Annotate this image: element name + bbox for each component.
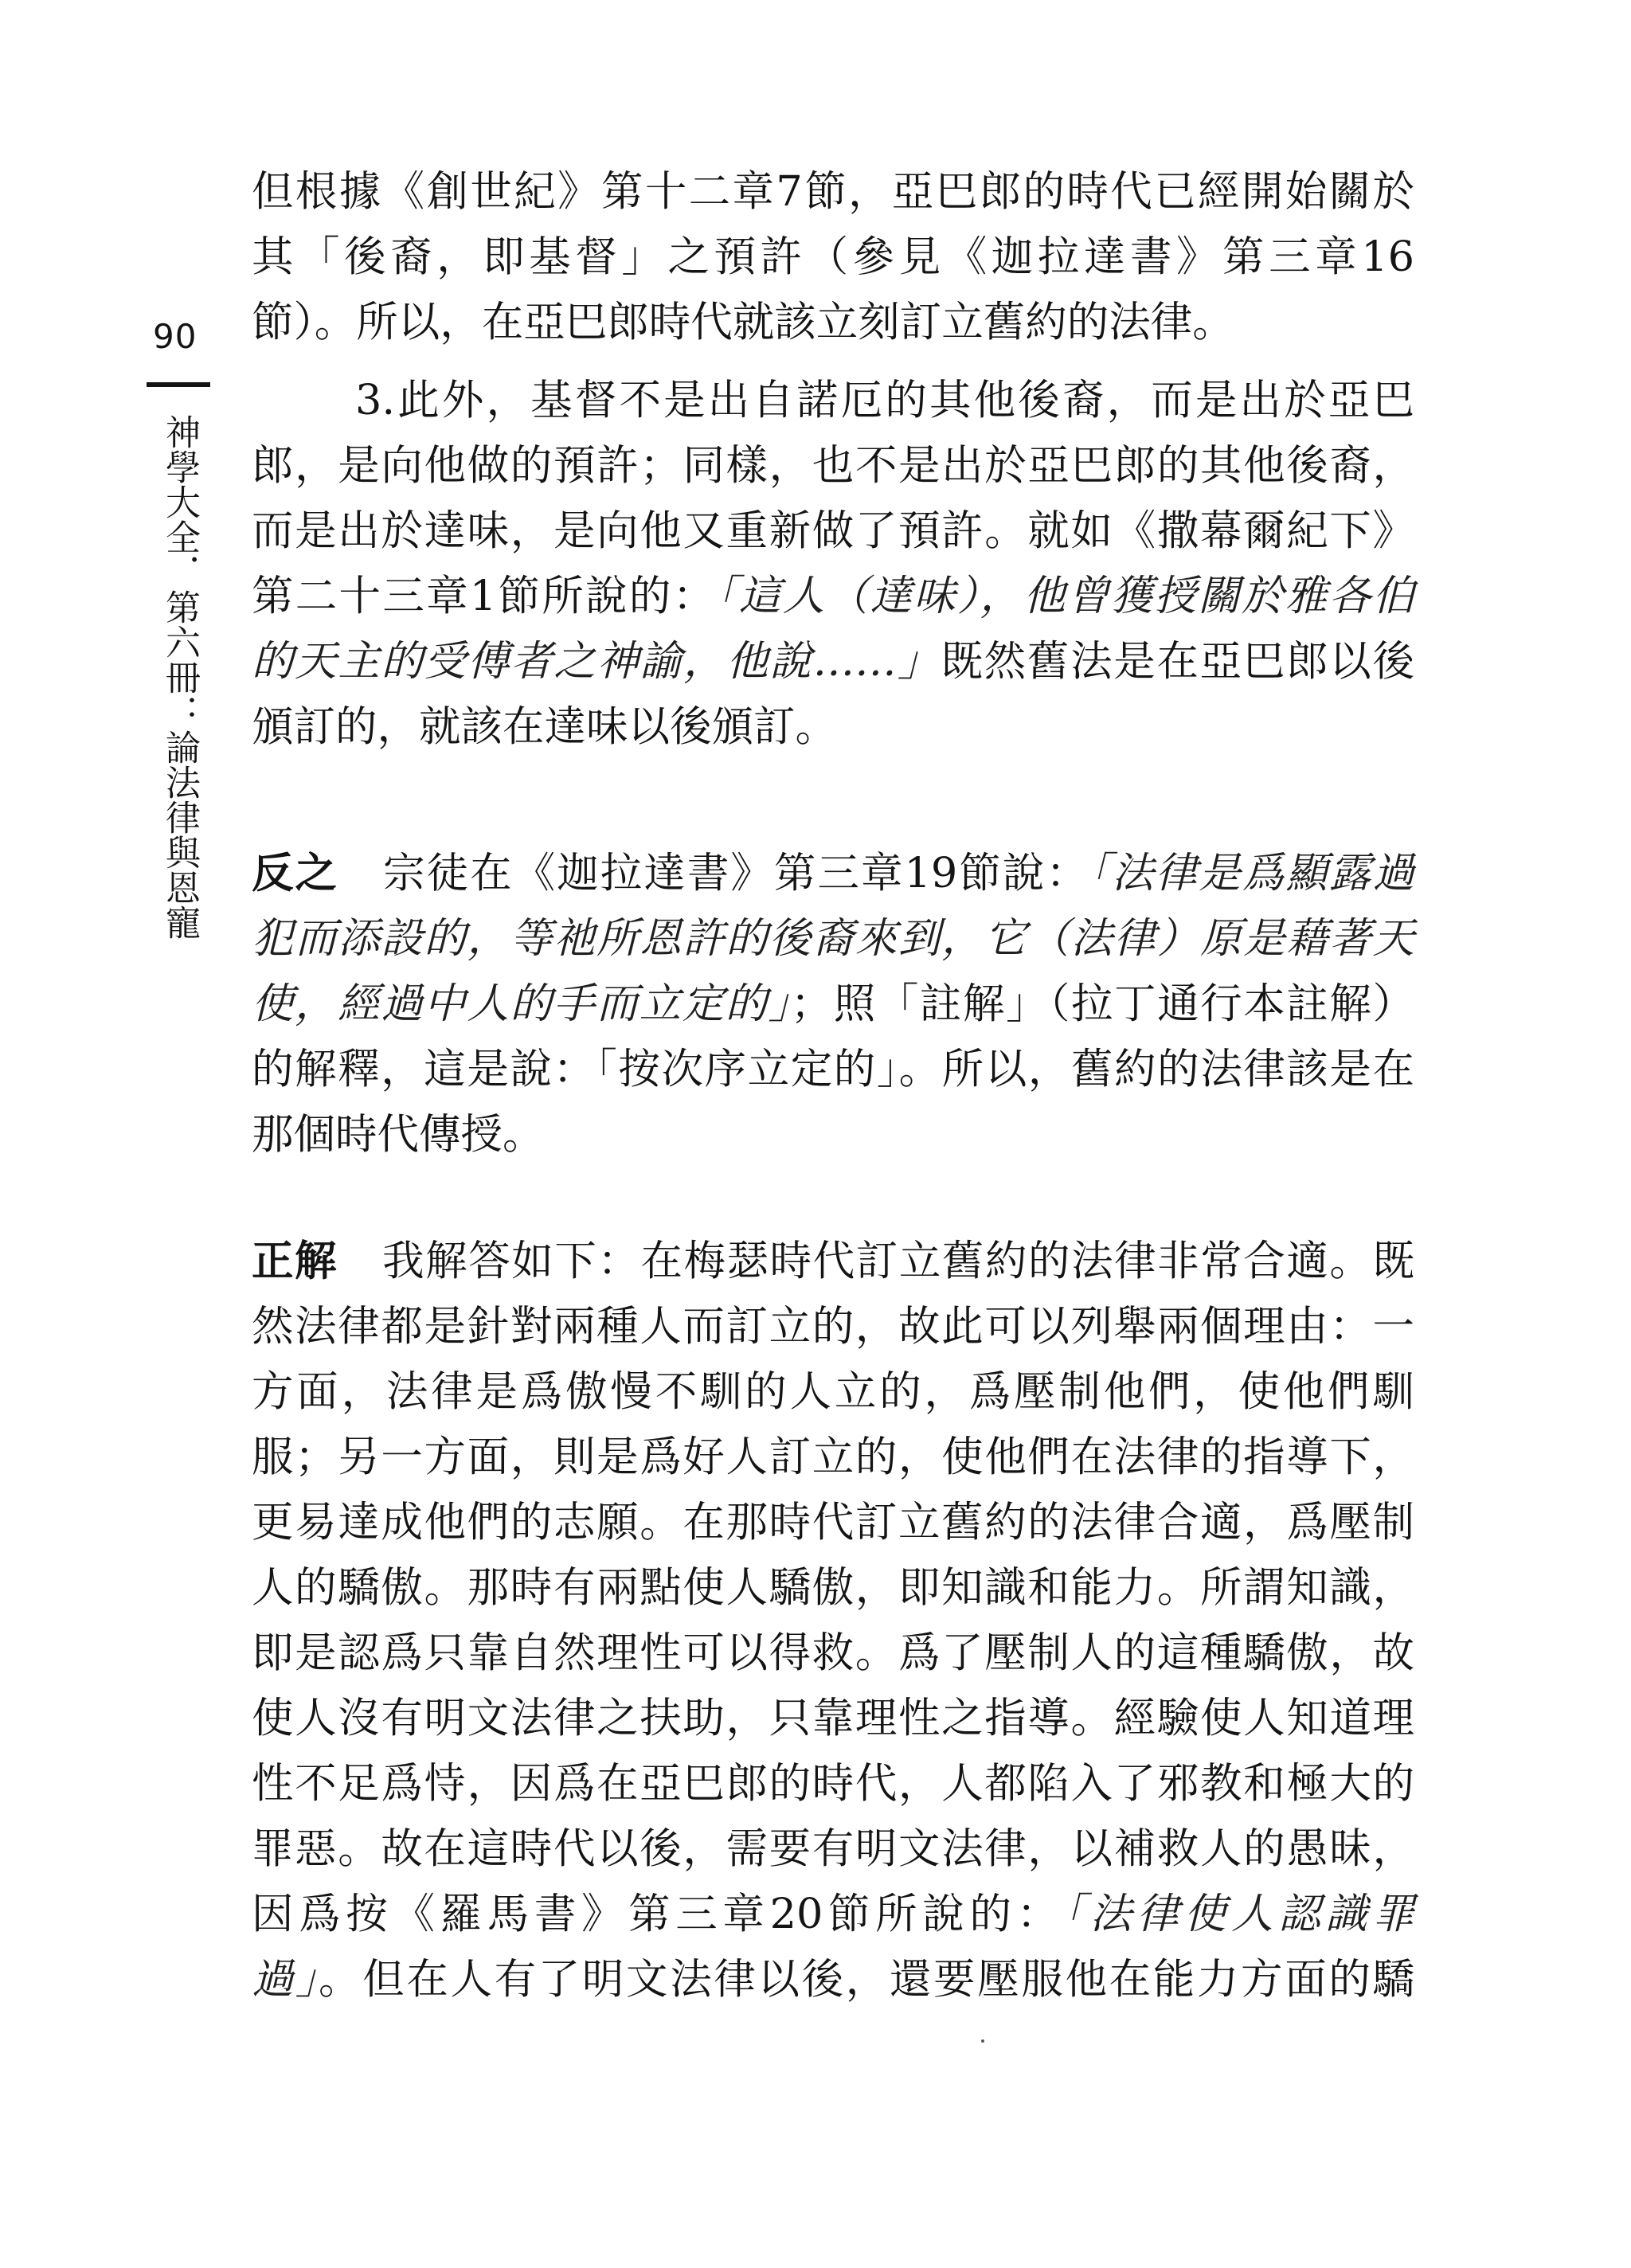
text-line: 然法律都是針對兩種人而訂立的，故此可以列舉兩個理由：一 [252, 1302, 1414, 1351]
text-line: 其「後裔，即基督」之預許（參見《迦拉達書》第三章16 [252, 233, 1414, 281]
scripture-quote: 過」 [252, 1955, 319, 2004]
margin-rule [147, 382, 210, 387]
text-line [252, 1947, 1414, 2012]
running-head: 神學大全．第六冊：論法律與恩寵 [159, 414, 200, 940]
text-line: 罪惡。故在這時代以後，需要有明文法律，以補救人的愚昧， [252, 1824, 1414, 1873]
scripture-quote-line: 犯而添設的，等祂所恩許的後裔來到，它（法律）原是藉著天 [252, 914, 1414, 963]
text-line: 而是出於達味，是向他又重新做了預許。就如《撒幕爾紀下》 [252, 506, 1414, 555]
text-line: 即是認爲只靠自然理性可以得救。爲了壓制人的這種驕傲，故 [252, 1629, 1414, 1677]
text-line: 服；另一方面，則是爲好人訂立的，使他們在法律的指導下， [252, 1433, 1414, 1481]
page-number: 90 [153, 317, 198, 356]
text-line [252, 841, 1414, 906]
text-line [252, 564, 1414, 629]
text-line [252, 972, 1414, 1037]
scripture-quote: 「法律是爲顯露過 [1089, 849, 1414, 897]
paragraph-sed-contra [252, 841, 1414, 1167]
section-label: 反之 [252, 849, 339, 897]
text-line: 3.此外，基督不是出自諾厄的其他後裔，而是出於亞巴 [355, 376, 1414, 424]
text-line: 頒訂的，就該在達味以後頒訂。 [252, 702, 838, 751]
text-line: 節）。所以，在亞巴郎時代就該立刻訂立舊約的法律。 [252, 298, 1234, 346]
text-line: 性不足爲恃，因爲在亞巴郎的時代，人都陷入了邪教和極大的 [252, 1759, 1414, 1808]
text-span: 既然舊法是在亞巴郎以後 [941, 637, 1414, 686]
text-line [252, 1882, 1414, 1947]
text-line: 更易達成他們的志願。在那時代訂立舊約的法律合適，爲壓制 [252, 1498, 1414, 1547]
text-line: 但根據《創世紀》第十二章7節，亞巴郎的時代已經開始關於 [252, 167, 1414, 216]
scripture-quote: 使，經過中人的手而立定的」 [252, 980, 791, 1028]
text-line: 使人沒有明文法律之扶助，只靠理性之指導。經驗使人知道理 [252, 1694, 1414, 1742]
text-span: 宗徒在《迦拉達書》第三章19節說： [383, 849, 1089, 897]
scripture-quote: 「法律使人認識罪 [1063, 1890, 1414, 1938]
paragraph-continuation [252, 159, 1414, 355]
text-span: 。但在人有了明文法律以後，還要壓服他在能力方面的驕 [319, 1955, 1414, 2004]
text-span: ；照「註解」（拉丁通行本註解） [790, 980, 1414, 1028]
text-span: 因爲按《羅馬書》第三章20節所說的： [252, 1890, 1064, 1938]
text-line [252, 1229, 1414, 1294]
section-label: 正解 [252, 1237, 338, 1285]
paragraph-respondeo [252, 1229, 1414, 2012]
text-span: 我解答如下：在梅瑟時代訂立舊約的法律非常合適。既 [382, 1237, 1414, 1285]
text-span: 第二十三章1節所說的： [252, 572, 717, 620]
scan-speck [981, 2039, 984, 2043]
paragraph-objection-3 [252, 368, 1414, 760]
text-line [252, 629, 1414, 694]
text-line: 的解釋，這是說：「按次序立定的」。所以，舊約的法律該是在 [252, 1045, 1414, 1093]
text-line: 人的驕傲。那時有兩點使人驕傲，即知識和能力。所謂知識， [252, 1563, 1414, 1612]
scripture-quote: 的天主的受傅者之神諭，他說……」 [252, 637, 941, 686]
text-line: 方面，法律是爲傲慢不馴的人立的，爲壓制他們，使他們馴 [252, 1367, 1414, 1416]
text-line: 郎，是向他做的預許；同樣，也不是出於亞巴郎的其他後裔， [252, 441, 1414, 490]
scripture-quote: 「這人（達味），他曾獲授關於雅各伯 [716, 572, 1414, 620]
text-line: 那個時代傳授。 [252, 1110, 545, 1159]
